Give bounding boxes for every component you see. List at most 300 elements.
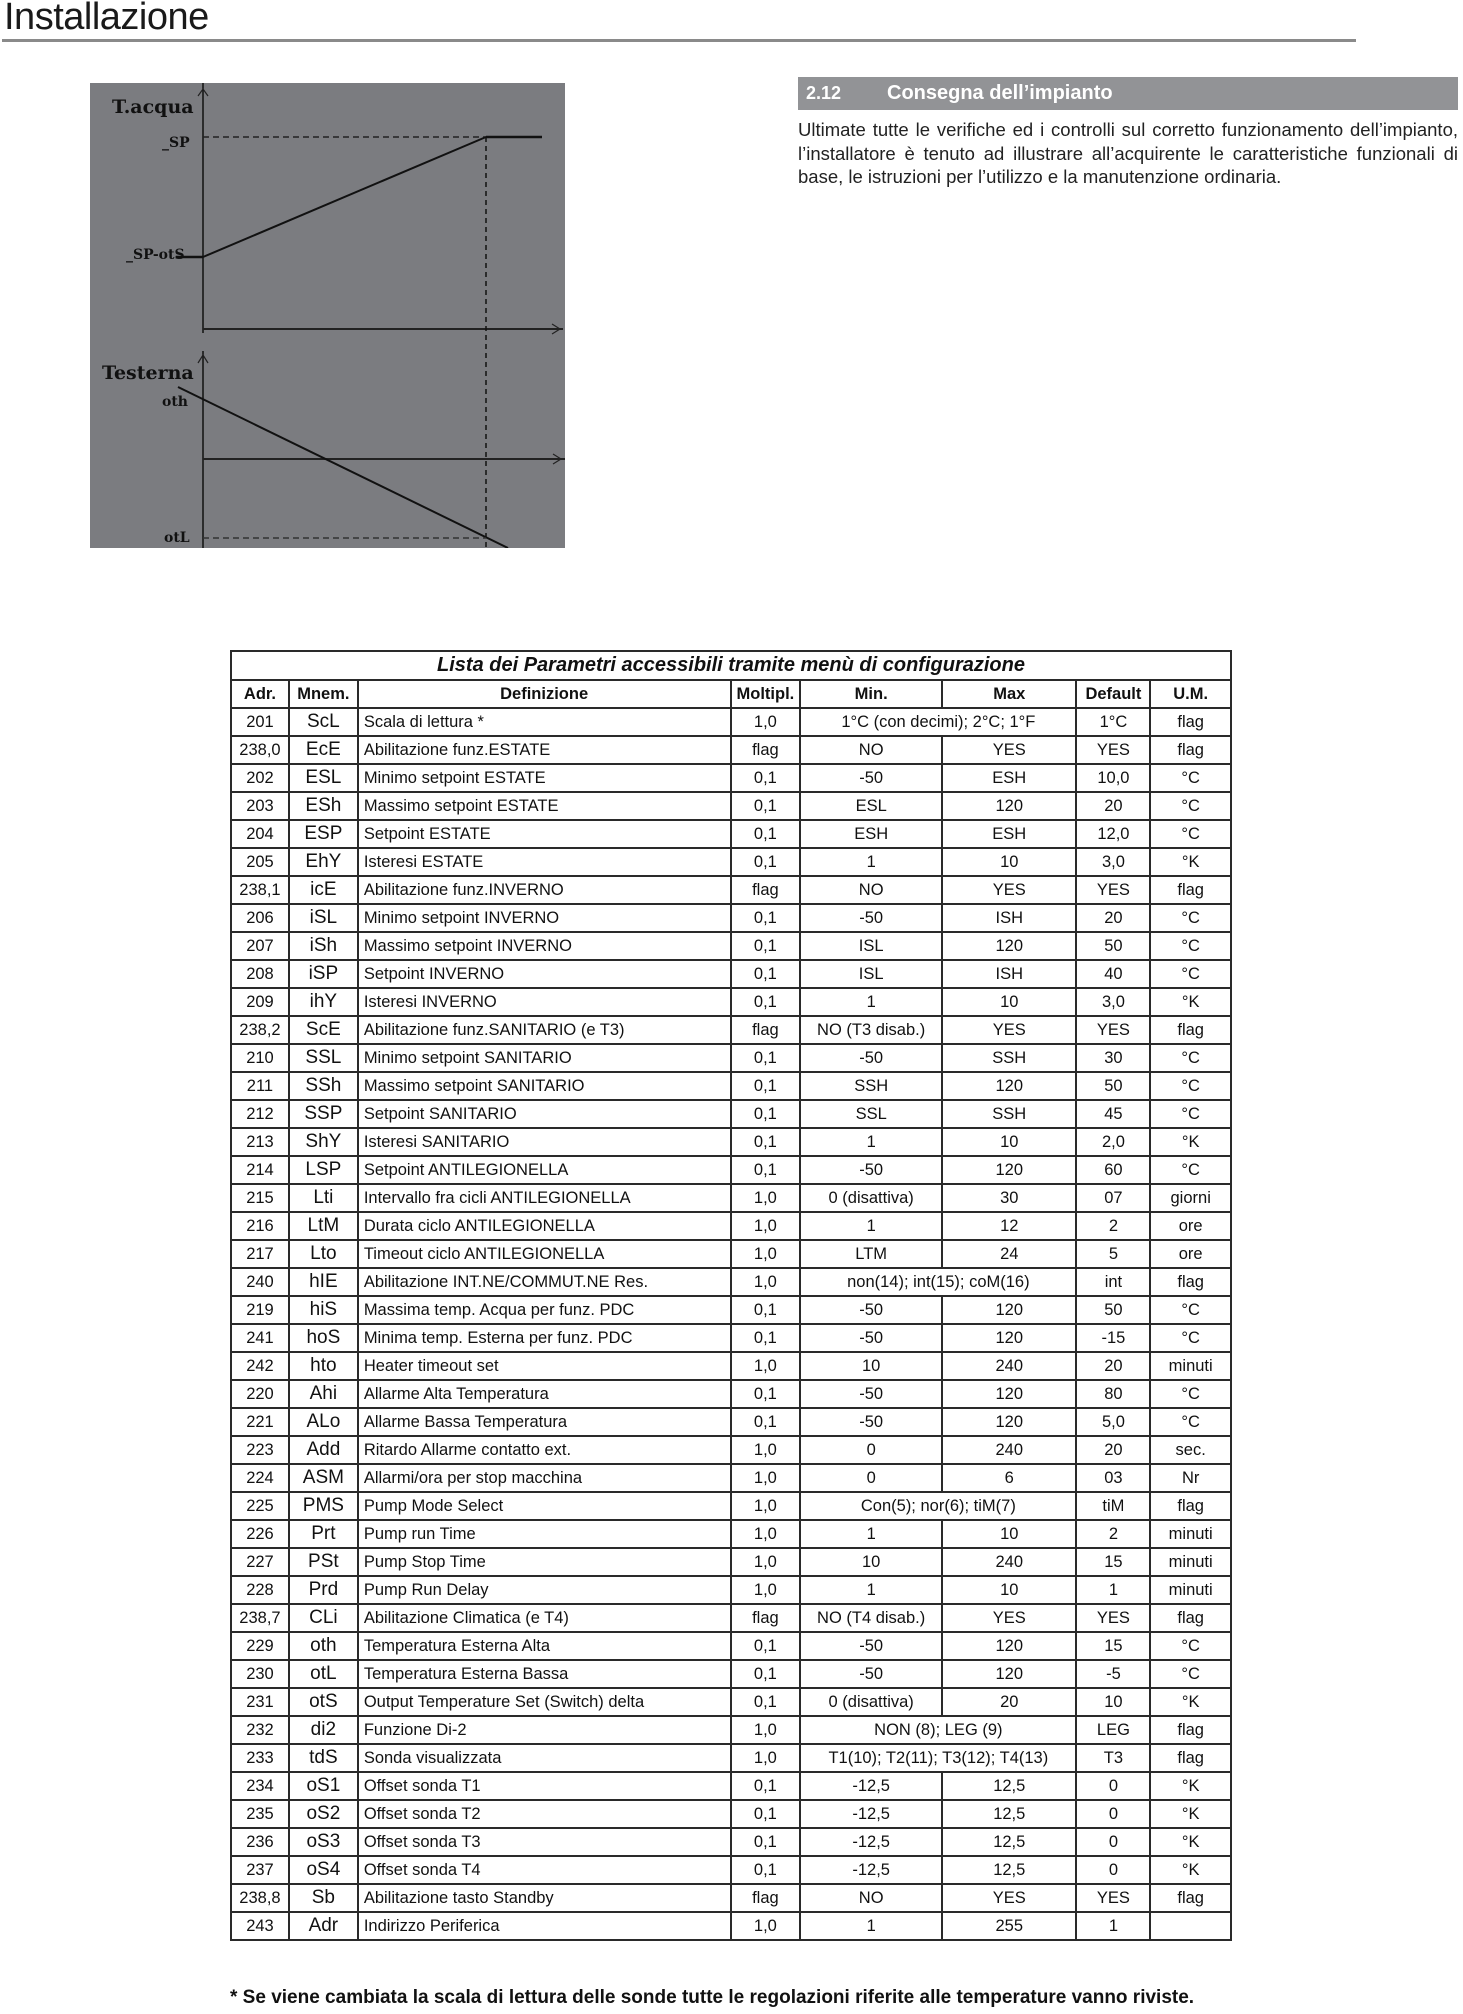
cell-unit: flag <box>1150 1744 1231 1772</box>
cell-default: 03 <box>1076 1464 1150 1492</box>
cell-address: 204 <box>231 820 289 848</box>
cell-multiplier: 1,0 <box>731 1436 801 1464</box>
table-row <box>231 1408 1231 1436</box>
cell-max: 120 <box>942 932 1076 960</box>
cell-unit: °C <box>1150 960 1231 988</box>
cell-unit: flag <box>1150 1016 1231 1044</box>
cell-address: 231 <box>231 1688 289 1716</box>
cell-unit: °C <box>1150 1296 1231 1324</box>
cell-unit: ore <box>1150 1212 1231 1240</box>
table-row <box>231 1128 1231 1156</box>
cell-min: 1 <box>800 1520 942 1548</box>
cell-definition: Isteresi SANITARIO <box>358 1128 731 1156</box>
table-row <box>231 1828 1231 1856</box>
cell-min: SSH <box>800 1072 942 1100</box>
cell-unit: minuti <box>1150 1352 1231 1380</box>
cell-mnemonic: ALo <box>289 1408 358 1436</box>
cell-mnemonic: SSL <box>289 1044 358 1072</box>
cell-min: NO (T3 disab.) <box>800 1016 942 1044</box>
cell-multiplier: 0,1 <box>731 932 801 960</box>
climatic-curve-figure <box>90 83 565 548</box>
cell-unit: giorni <box>1150 1184 1231 1212</box>
cell-mnemonic: ESh <box>289 792 358 820</box>
cell-multiplier: 0,1 <box>731 1688 801 1716</box>
cell-mnemonic: LtM <box>289 1212 358 1240</box>
cell-mnemonic: ScL <box>289 708 358 736</box>
table-row <box>231 848 1231 876</box>
cell-max: 120 <box>942 1296 1076 1324</box>
cell-unit: °C <box>1150 1380 1231 1408</box>
cell-address: 209 <box>231 988 289 1016</box>
cell-definition: Minima temp. Esterna per funz. PDC <box>358 1324 731 1352</box>
cell-mnemonic: ScE <box>289 1016 358 1044</box>
title-divider <box>2 39 1356 42</box>
section-body: Ultimate tutte le verifiche ed i controlli sul corretto funzionamento dell’impianto, l’installatore è tenuto ad illustrare all’acquirente le caratteristiche funzionali di base, le istruzioni per l’utilizzo e la manutenzione ordinaria. <box>798 119 1458 187</box>
cell-mnemonic: ESP <box>289 820 358 848</box>
cell-definition: Setpoint SANITARIO <box>358 1100 731 1128</box>
cell-mnemonic: hIE <box>289 1268 358 1296</box>
cell-multiplier: 1,0 <box>731 1240 801 1268</box>
cell-definition: Offset sonda T3 <box>358 1828 731 1856</box>
cell-multiplier: 0,1 <box>731 1044 801 1072</box>
cell-definition: Temperatura Esterna Alta <box>358 1632 731 1660</box>
cell-default: 5,0 <box>1076 1408 1150 1436</box>
cell-mnemonic: oS4 <box>289 1856 358 1884</box>
cell-default: 0 <box>1076 1772 1150 1800</box>
cell-default: 50 <box>1076 932 1150 960</box>
cell-unit: flag <box>1150 1604 1231 1632</box>
cell-default: 30 <box>1076 1044 1150 1072</box>
cell-unit: flag <box>1150 876 1231 904</box>
cell-address: 219 <box>231 1296 289 1324</box>
table-row <box>231 1688 1231 1716</box>
cell-unit: °C <box>1150 1408 1231 1436</box>
cell-unit: °C <box>1150 820 1231 848</box>
cell-mnemonic: oS3 <box>289 1828 358 1856</box>
cell-unit: °K <box>1150 988 1231 1016</box>
section-title: Consegna dell’impianto <box>887 82 1113 104</box>
cell-address: 212 <box>231 1100 289 1128</box>
cell-min: -12,5 <box>800 1800 942 1828</box>
cell-address: 206 <box>231 904 289 932</box>
table-row <box>231 1576 1231 1604</box>
table-row <box>231 1884 1231 1912</box>
cell-min: 1 <box>800 848 942 876</box>
cell-address: 217 <box>231 1240 289 1268</box>
cell-default: 15 <box>1076 1548 1150 1576</box>
cell-mnemonic: SSP <box>289 1100 358 1128</box>
cell-address: 201 <box>231 708 289 736</box>
cell-mnemonic: oS1 <box>289 1772 358 1800</box>
cell-max: ISH <box>942 904 1076 932</box>
cell-mnemonic: Prt <box>289 1520 358 1548</box>
cell-multiplier: 1,0 <box>731 1520 801 1548</box>
column-header: Default <box>1076 680 1150 708</box>
cell-multiplier: 0,1 <box>731 904 801 932</box>
cell-unit: °C <box>1150 1156 1231 1184</box>
table-row <box>231 1856 1231 1884</box>
cell-definition: Funzione Di-2 <box>358 1716 731 1744</box>
cell-mnemonic: ShY <box>289 1128 358 1156</box>
cell-mnemonic: Adr <box>289 1912 358 1940</box>
table-row <box>231 988 1231 1016</box>
cell-multiplier: 1,0 <box>731 1492 801 1520</box>
cell-multiplier: 0,1 <box>731 1632 801 1660</box>
table-row <box>231 820 1231 848</box>
section-number: 2.12 <box>806 83 842 103</box>
cell-max: 120 <box>942 1632 1076 1660</box>
table-row <box>231 1156 1231 1184</box>
cell-min: -50 <box>800 1044 942 1072</box>
cell-default: 3,0 <box>1076 988 1150 1016</box>
cell-max: YES <box>942 1604 1076 1632</box>
cell-mnemonic: SSh <box>289 1072 358 1100</box>
table-row <box>231 876 1231 904</box>
table-row <box>231 1464 1231 1492</box>
cell-min: 1 <box>800 1212 942 1240</box>
cell-multiplier: 1,0 <box>731 1352 801 1380</box>
cell-mnemonic: hoS <box>289 1324 358 1352</box>
cell-mnemonic: hto <box>289 1352 358 1380</box>
cell-multiplier: 0,1 <box>731 1408 801 1436</box>
table-row <box>231 1800 1231 1828</box>
cell-min: -50 <box>800 1408 942 1436</box>
cell-max: 20 <box>942 1688 1076 1716</box>
label-sp: _SP <box>162 135 190 151</box>
cell-multiplier: 1,0 <box>731 708 801 736</box>
cell-address: 223 <box>231 1436 289 1464</box>
cell-default: 0 <box>1076 1856 1150 1884</box>
cell-default: 20 <box>1076 904 1150 932</box>
cell-max: ESH <box>942 764 1076 792</box>
cell-unit: sec. <box>1150 1436 1231 1464</box>
cell-default: 2,0 <box>1076 1128 1150 1156</box>
cell-max: ISH <box>942 960 1076 988</box>
cell-definition: Massimo setpoint INVERNO <box>358 932 731 960</box>
cell-default: YES <box>1076 876 1150 904</box>
cell-default: 07 <box>1076 1184 1150 1212</box>
cell-default: 1°C <box>1076 708 1150 736</box>
cell-mnemonic: Ahi <box>289 1380 358 1408</box>
table-header-row <box>231 680 1231 708</box>
table-row <box>231 904 1231 932</box>
cell-address: 229 <box>231 1632 289 1660</box>
cell-definition: Heater timeout set <box>358 1352 731 1380</box>
cell-unit: flag <box>1150 736 1231 764</box>
cell-default: 12,0 <box>1076 820 1150 848</box>
cell-multiplier: 0,1 <box>731 1156 801 1184</box>
table-row <box>231 1744 1231 1772</box>
cell-definition: Abilitazione Climatica (e T4) <box>358 1604 731 1632</box>
cell-max: YES <box>942 736 1076 764</box>
cell-max: 12,5 <box>942 1856 1076 1884</box>
cell-address: 221 <box>231 1408 289 1436</box>
cell-min: -50 <box>800 1660 942 1688</box>
label-t-acqua: T.acqua <box>112 96 194 118</box>
cell-multiplier: 1,0 <box>731 1912 801 1940</box>
cell-max: 6 <box>942 1464 1076 1492</box>
cell-multiplier: 1,0 <box>731 1268 801 1296</box>
cell-min: NO <box>800 1884 942 1912</box>
table-row <box>231 932 1231 960</box>
column-header: Min. <box>800 680 942 708</box>
cell-mnemonic: ESL <box>289 764 358 792</box>
cell-mnemonic: di2 <box>289 1716 358 1744</box>
cell-mnemonic: LSP <box>289 1156 358 1184</box>
cell-definition: Setpoint ANTILEGIONELLA <box>358 1156 731 1184</box>
table-row <box>231 1604 1231 1632</box>
cell-max: 120 <box>942 1660 1076 1688</box>
cell-address: 230 <box>231 1660 289 1688</box>
cell-default: 10,0 <box>1076 764 1150 792</box>
cell-mnemonic: iSL <box>289 904 358 932</box>
cell-definition: Ritardo Allarme contatto ext. <box>358 1436 731 1464</box>
cell-multiplier: 0,1 <box>731 1072 801 1100</box>
cell-max: 10 <box>942 848 1076 876</box>
cell-multiplier: 0,1 <box>731 1128 801 1156</box>
table-row <box>231 1240 1231 1268</box>
cell-definition: Massimo setpoint SANITARIO <box>358 1072 731 1100</box>
cell-unit: °C <box>1150 792 1231 820</box>
cell-definition: Abilitazione funz.INVERNO <box>358 876 731 904</box>
cell-default: 3,0 <box>1076 848 1150 876</box>
cell-default: -15 <box>1076 1324 1150 1352</box>
cell-multiplier: 1,0 <box>731 1548 801 1576</box>
cell-definition: Abilitazione funz.ESTATE <box>358 736 731 764</box>
label-oth: oth <box>162 394 188 410</box>
cell-multiplier: 0,1 <box>731 1296 801 1324</box>
cell-mnemonic: tdS <box>289 1744 358 1772</box>
cell-multiplier: 0,1 <box>731 820 801 848</box>
cell-min: 1 <box>800 1912 942 1940</box>
cell-min: NO <box>800 736 942 764</box>
parameters-table <box>230 650 1232 1941</box>
cell-max: YES <box>942 1884 1076 1912</box>
cell-unit: °C <box>1150 932 1231 960</box>
cell-unit: °C <box>1150 904 1231 932</box>
cell-range: Con(5); nor(6); tiM(7) <box>800 1492 1076 1520</box>
cell-multiplier: 0,1 <box>731 764 801 792</box>
cell-mnemonic: iSh <box>289 932 358 960</box>
cell-max: 120 <box>942 1408 1076 1436</box>
column-header: Mnem. <box>289 680 358 708</box>
cell-range: NON (8); LEG (9) <box>800 1716 1076 1744</box>
cell-min: 10 <box>800 1352 942 1380</box>
cell-unit: °K <box>1150 1828 1231 1856</box>
cell-definition: Offset sonda T2 <box>358 1800 731 1828</box>
table-row <box>231 1632 1231 1660</box>
cell-address: 213 <box>231 1128 289 1156</box>
cell-max: 10 <box>942 1128 1076 1156</box>
cell-address: 238,8 <box>231 1884 289 1912</box>
cell-multiplier: 0,1 <box>731 848 801 876</box>
cell-max: 240 <box>942 1436 1076 1464</box>
cell-default: 2 <box>1076 1520 1150 1548</box>
table-row <box>231 1912 1231 1940</box>
cell-unit: °K <box>1150 848 1231 876</box>
cell-address: 233 <box>231 1744 289 1772</box>
cell-address: 243 <box>231 1912 289 1940</box>
table-row <box>231 1548 1231 1576</box>
cell-address: 240 <box>231 1268 289 1296</box>
cell-mnemonic: iSP <box>289 960 358 988</box>
cell-multiplier: 0,1 <box>731 1856 801 1884</box>
cell-unit <box>1150 1912 1231 1940</box>
cell-default: 0 <box>1076 1800 1150 1828</box>
cell-max: SSH <box>942 1044 1076 1072</box>
cell-min: 10 <box>800 1548 942 1576</box>
cell-default: 1 <box>1076 1576 1150 1604</box>
cell-mnemonic: PMS <box>289 1492 358 1520</box>
cell-max: SSH <box>942 1100 1076 1128</box>
cell-mnemonic: hiS <box>289 1296 358 1324</box>
cell-multiplier: 1,0 <box>731 1716 801 1744</box>
cell-address: 237 <box>231 1856 289 1884</box>
cell-address: 216 <box>231 1212 289 1240</box>
cell-max: 10 <box>942 1520 1076 1548</box>
table-row <box>231 1016 1231 1044</box>
table-row <box>231 1072 1231 1100</box>
table-title: Lista dei Parametri accessibili tramite menù di configurazione <box>231 651 1231 680</box>
cell-default: 80 <box>1076 1380 1150 1408</box>
cell-definition: Abilitazione tasto Standby <box>358 1884 731 1912</box>
cell-unit: flag <box>1150 1492 1231 1520</box>
label-otl: otL <box>164 530 190 546</box>
cell-unit: flag <box>1150 1716 1231 1744</box>
cell-unit: °K <box>1150 1688 1231 1716</box>
cell-min: 1 <box>800 1128 942 1156</box>
cell-min: -50 <box>800 764 942 792</box>
table-row <box>231 1492 1231 1520</box>
cell-unit: ore <box>1150 1240 1231 1268</box>
cell-definition: Setpoint ESTATE <box>358 820 731 848</box>
table-row <box>231 1436 1231 1464</box>
page-title: Installazione <box>4 0 209 38</box>
cell-default: 50 <box>1076 1296 1150 1324</box>
table-row <box>231 792 1231 820</box>
cell-min: NO (T4 disab.) <box>800 1604 942 1632</box>
cell-default: int <box>1076 1268 1150 1296</box>
table-row <box>231 764 1231 792</box>
table-body <box>231 708 1231 1940</box>
cell-definition: Pump run Time <box>358 1520 731 1548</box>
cell-default: 15 <box>1076 1632 1150 1660</box>
cell-definition: Setpoint INVERNO <box>358 960 731 988</box>
cell-multiplier: flag <box>731 1884 801 1912</box>
cell-multiplier: 0,1 <box>731 988 801 1016</box>
cell-max: 12 <box>942 1212 1076 1240</box>
cell-default: 0 <box>1076 1828 1150 1856</box>
cell-max: YES <box>942 876 1076 904</box>
cell-max: 120 <box>942 1072 1076 1100</box>
cell-definition: Offset sonda T1 <box>358 1772 731 1800</box>
cell-multiplier: 1,0 <box>731 1744 801 1772</box>
cell-address: 228 <box>231 1576 289 1604</box>
cell-min: -50 <box>800 1324 942 1352</box>
cell-mnemonic: otL <box>289 1660 358 1688</box>
cell-multiplier: 1,0 <box>731 1212 801 1240</box>
cell-max: YES <box>942 1016 1076 1044</box>
cell-unit: °K <box>1150 1128 1231 1156</box>
cell-address: 238,7 <box>231 1604 289 1632</box>
cell-address: 207 <box>231 932 289 960</box>
cell-default: 20 <box>1076 1436 1150 1464</box>
cell-multiplier: 1,0 <box>731 1464 801 1492</box>
cell-definition: Isteresi INVERNO <box>358 988 731 1016</box>
cell-unit: flag <box>1150 708 1231 736</box>
cell-definition: Pump Run Delay <box>358 1576 731 1604</box>
cell-min: SSL <box>800 1100 942 1128</box>
cell-unit: minuti <box>1150 1520 1231 1548</box>
cell-address: 211 <box>231 1072 289 1100</box>
cell-min: 1 <box>800 1576 942 1604</box>
cell-min: -50 <box>800 1296 942 1324</box>
cell-unit: °C <box>1150 1632 1231 1660</box>
cell-multiplier: 0,1 <box>731 1772 801 1800</box>
cell-address: 203 <box>231 792 289 820</box>
cell-multiplier: flag <box>731 1604 801 1632</box>
cell-definition: Minimo setpoint ESTATE <box>358 764 731 792</box>
cell-default: 2 <box>1076 1212 1150 1240</box>
table-row <box>231 708 1231 736</box>
cell-mnemonic: otS <box>289 1688 358 1716</box>
cell-unit: °C <box>1150 1324 1231 1352</box>
cell-default: YES <box>1076 736 1150 764</box>
table-row <box>231 1380 1231 1408</box>
cell-mnemonic: ihY <box>289 988 358 1016</box>
cell-max: 24 <box>942 1240 1076 1268</box>
cell-mnemonic: icE <box>289 876 358 904</box>
column-header: U.M. <box>1150 680 1231 708</box>
cell-multiplier: 0,1 <box>731 1828 801 1856</box>
cell-address: 202 <box>231 764 289 792</box>
cell-definition: Durata ciclo ANTILEGIONELLA <box>358 1212 731 1240</box>
cell-multiplier: 0,1 <box>731 1324 801 1352</box>
cell-max: 12,5 <box>942 1828 1076 1856</box>
cell-multiplier: 0,1 <box>731 960 801 988</box>
cell-mnemonic: PSt <box>289 1548 358 1576</box>
cell-definition: Output Temperature Set (Switch) delta <box>358 1688 731 1716</box>
footnote: * Se viene cambiata la scala di lettura delle sonde tutte le regolazioni riferite alle temperature vanno riviste. <box>230 1987 1195 2008</box>
cell-min: ISL <box>800 932 942 960</box>
cell-multiplier: 0,1 <box>731 1100 801 1128</box>
cell-min: 0 <box>800 1464 942 1492</box>
cell-unit: °K <box>1150 1856 1231 1884</box>
column-header: Moltipl. <box>731 680 801 708</box>
cell-definition: Isteresi ESTATE <box>358 848 731 876</box>
cell-default: YES <box>1076 1604 1150 1632</box>
cell-max: 10 <box>942 1576 1076 1604</box>
cell-definition: Intervallo fra cicli ANTILEGIONELLA <box>358 1184 731 1212</box>
cell-multiplier: flag <box>731 1016 801 1044</box>
cell-default: 60 <box>1076 1156 1150 1184</box>
table-row <box>231 1296 1231 1324</box>
cell-mnemonic: Sb <box>289 1884 358 1912</box>
column-header: Definizione <box>358 680 731 708</box>
cell-definition: Allarmi/ora per stop macchina <box>358 1464 731 1492</box>
cell-min: 0 (disattiva) <box>800 1688 942 1716</box>
cell-min: NO <box>800 876 942 904</box>
cell-default: 1 <box>1076 1912 1150 1940</box>
cell-default: 20 <box>1076 1352 1150 1380</box>
cell-min: -12,5 <box>800 1772 942 1800</box>
cell-definition: Sonda visualizzata <box>358 1744 731 1772</box>
cell-max: 120 <box>942 1380 1076 1408</box>
cell-max: 10 <box>942 988 1076 1016</box>
cell-max: 30 <box>942 1184 1076 1212</box>
cell-max: 240 <box>942 1352 1076 1380</box>
cell-max: 120 <box>942 1324 1076 1352</box>
